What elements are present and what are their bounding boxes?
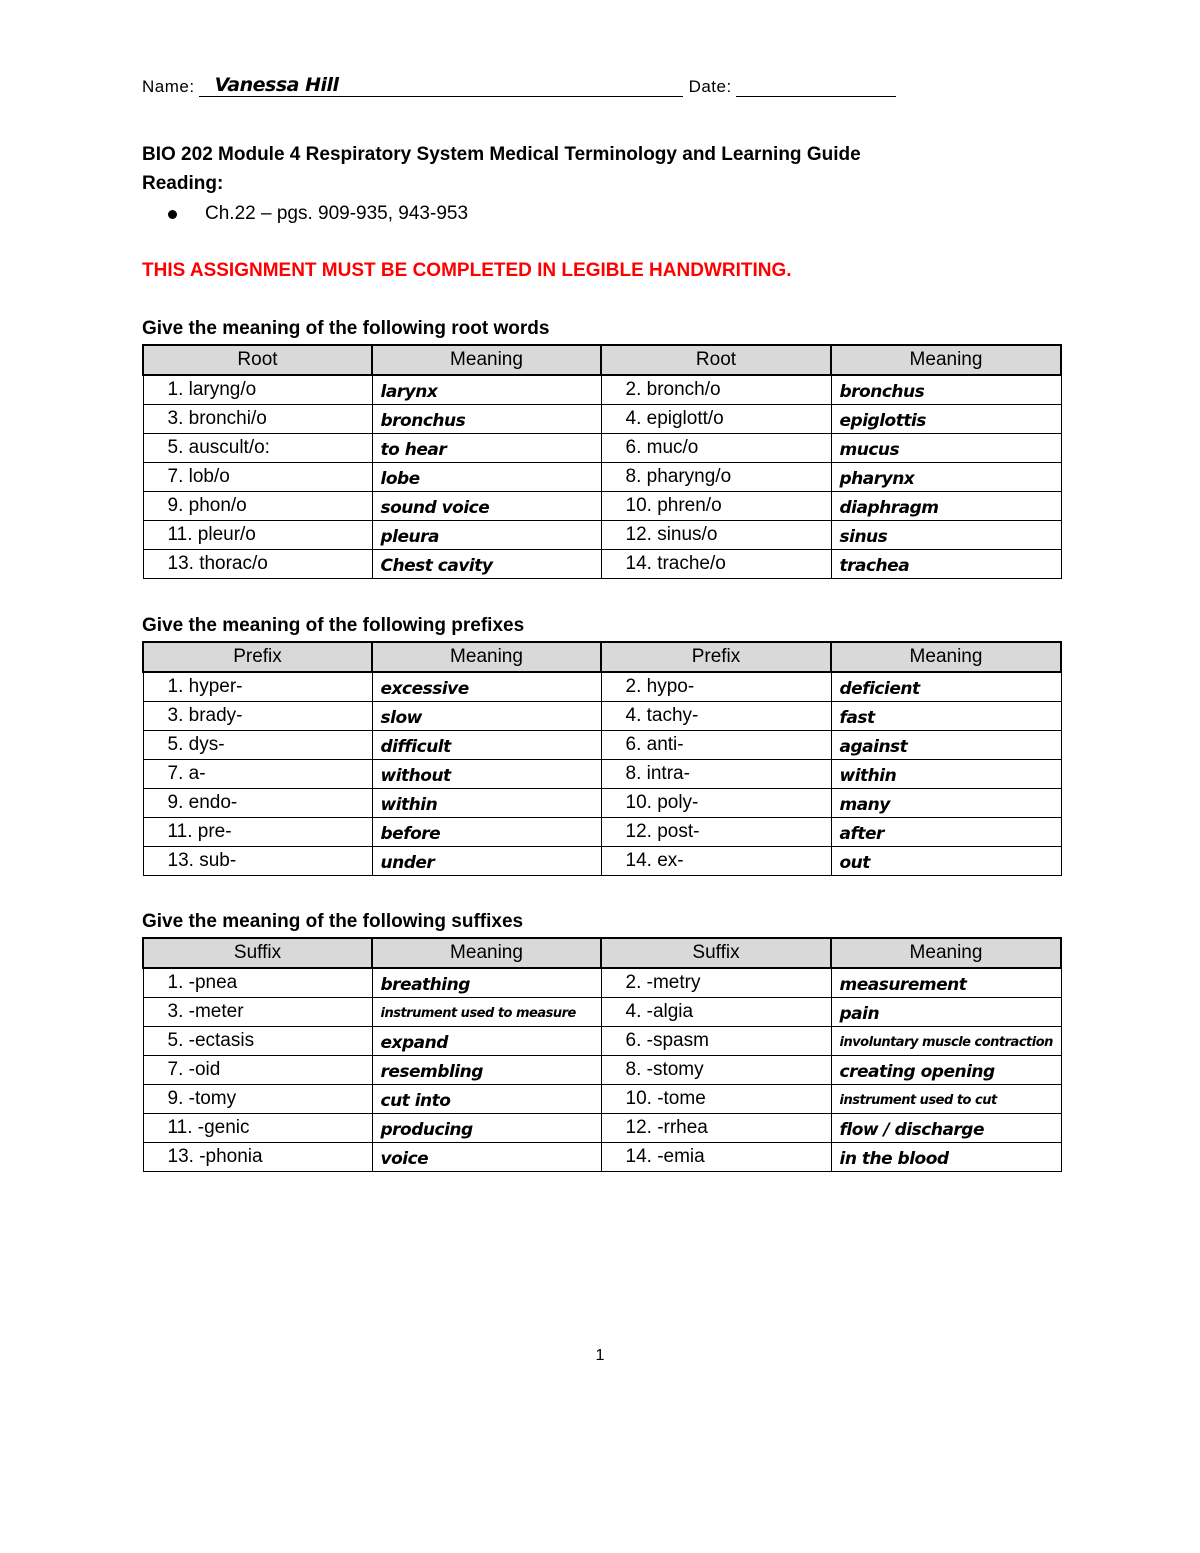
table-row xyxy=(143,998,1061,1027)
answer-cell[interactable] xyxy=(372,968,601,998)
column-header: Meaning xyxy=(372,345,601,375)
handwritten-answer: diaphragm xyxy=(839,498,939,518)
answer-cell[interactable] xyxy=(831,1056,1061,1085)
term-cell: 2. -metry xyxy=(601,968,831,998)
table-row xyxy=(143,847,1061,876)
handwritten-answer: before xyxy=(380,824,441,844)
term-cell: 9. -tomy xyxy=(143,1085,372,1114)
date-label: Date: xyxy=(688,77,732,96)
answer-cell[interactable] xyxy=(831,1114,1061,1143)
table-row xyxy=(143,1056,1061,1085)
handwritten-answer: after xyxy=(839,824,884,844)
handwritten-answer: voice xyxy=(380,1149,429,1169)
answer-cell[interactable] xyxy=(831,375,1061,405)
table-row xyxy=(143,968,1061,998)
handwritten-answer: cut into xyxy=(380,1091,451,1111)
term-cell: 6. -spasm xyxy=(601,1027,831,1056)
term-cell: 9. phon/o xyxy=(143,492,372,521)
answer-cell[interactable] xyxy=(831,550,1061,579)
handwritten-answer: breathing xyxy=(380,975,470,995)
answer-cell[interactable] xyxy=(831,521,1061,550)
term-cell: 10. -tome xyxy=(601,1085,831,1114)
handwritten-answer: pain xyxy=(839,1004,880,1024)
date-field[interactable] xyxy=(736,70,896,97)
answer-cell[interactable] xyxy=(831,1085,1061,1114)
answer-cell[interactable] xyxy=(372,1114,601,1143)
answer-cell[interactable] xyxy=(372,434,601,463)
table-row xyxy=(143,1114,1061,1143)
table-row xyxy=(143,375,1061,405)
suffixes-table xyxy=(142,937,1062,1172)
handwritten-answer: sinus xyxy=(839,527,888,547)
handwritten-answer: fast xyxy=(839,708,875,728)
handwritten-answer: slow xyxy=(380,708,422,728)
column-header: Meaning xyxy=(372,642,601,672)
answer-cell[interactable] xyxy=(831,702,1061,731)
term-cell: 4. tachy- xyxy=(601,702,831,731)
column-header: Suffix xyxy=(601,938,831,968)
answer-cell[interactable] xyxy=(831,434,1061,463)
term-cell: 9. endo- xyxy=(143,789,372,818)
prefixes-table xyxy=(142,641,1062,876)
reading-text: Ch.22 – pgs. 909-935, 943-953 xyxy=(205,203,469,224)
answer-cell[interactable] xyxy=(831,463,1061,492)
table-row xyxy=(143,818,1061,847)
roots-table xyxy=(142,344,1062,579)
header-line xyxy=(142,70,922,97)
handwritten-answer: pleura xyxy=(380,527,439,547)
answer-cell[interactable] xyxy=(372,702,601,731)
term-cell: 7. lob/o xyxy=(143,463,372,492)
table-row xyxy=(143,789,1061,818)
term-cell: 14. trache/o xyxy=(601,550,831,579)
page-number: 1 xyxy=(595,1347,605,1364)
handwritten-answer: in the blood xyxy=(839,1149,949,1169)
answer-cell[interactable] xyxy=(831,1027,1061,1056)
term-cell: 12. post- xyxy=(601,818,831,847)
answer-cell[interactable] xyxy=(372,818,601,847)
column-header: Root xyxy=(143,345,372,375)
handwritten-answer: flow / discharge xyxy=(839,1120,985,1140)
term-cell: 13. -phonia xyxy=(143,1143,372,1172)
handwritten-answer: without xyxy=(380,766,451,786)
answer-cell[interactable] xyxy=(372,463,601,492)
handwritten-answer: instrument used to measure xyxy=(380,1006,576,1021)
term-cell: 10. phren/o xyxy=(601,492,831,521)
answer-cell[interactable] xyxy=(831,968,1061,998)
term-cell: 12. -rrhea xyxy=(601,1114,831,1143)
answer-cell[interactable] xyxy=(372,375,601,405)
handwritten-answer: epiglottis xyxy=(839,411,926,431)
handwritten-answer: mucus xyxy=(839,440,900,460)
term-cell: 11. -genic xyxy=(143,1114,372,1143)
handwritten-answer: difficult xyxy=(380,737,451,757)
answer-cell[interactable] xyxy=(831,760,1061,789)
handwritten-answer: creating opening xyxy=(839,1062,995,1082)
term-cell: 14. ex- xyxy=(601,847,831,876)
answer-cell[interactable] xyxy=(831,492,1061,521)
handwritten-answer: excessive xyxy=(380,679,469,699)
reading-label: Reading: xyxy=(142,173,224,194)
term-cell: 13. thorac/o xyxy=(143,550,372,579)
table-row xyxy=(143,1085,1061,1114)
column-header: Meaning xyxy=(831,642,1061,672)
term-cell: 5. auscult/o: xyxy=(143,434,372,463)
term-cell: 8. intra- xyxy=(601,760,831,789)
table-row xyxy=(143,521,1061,550)
handwritten-answer: instrument used to cut xyxy=(839,1093,997,1108)
term-cell: 1. hyper- xyxy=(143,672,372,702)
prefixes-heading: Give the meaning of the following prefixes xyxy=(142,615,525,636)
answer-cell[interactable] xyxy=(831,818,1061,847)
term-cell: 12. sinus/o xyxy=(601,521,831,550)
name-value: Vanessa Hill xyxy=(214,74,339,96)
handwritten-answer: out xyxy=(839,853,870,873)
handwritten-answer: producing xyxy=(380,1120,473,1140)
column-header: Meaning xyxy=(831,345,1061,375)
answer-cell[interactable] xyxy=(372,672,601,702)
name-label: Name: xyxy=(142,77,195,96)
handwritten-answer: to hear xyxy=(380,440,447,460)
handwritten-answer: under xyxy=(380,853,435,873)
table-row xyxy=(143,702,1061,731)
handwritten-answer: resembling xyxy=(380,1062,483,1082)
term-cell: 2. hypo- xyxy=(601,672,831,702)
answer-cell[interactable] xyxy=(372,998,601,1027)
term-cell: 4. epiglott/o xyxy=(601,405,831,434)
table-row xyxy=(143,550,1061,579)
term-cell: 6. anti- xyxy=(601,731,831,760)
reading-list-item xyxy=(168,203,468,225)
term-cell: 3. bronchi/o xyxy=(143,405,372,434)
answer-cell[interactable] xyxy=(372,492,601,521)
term-cell: 3. -meter xyxy=(143,998,372,1027)
term-cell: 13. sub- xyxy=(143,847,372,876)
answer-cell[interactable] xyxy=(372,521,601,550)
handwritten-answer: against xyxy=(839,737,908,757)
answer-cell[interactable] xyxy=(372,1056,601,1085)
table-row xyxy=(143,731,1061,760)
answer-cell[interactable] xyxy=(372,1085,601,1114)
handwritten-answer: expand xyxy=(380,1033,448,1053)
term-cell: 11. pre- xyxy=(143,818,372,847)
term-cell: 6. muc/o xyxy=(601,434,831,463)
roots-heading: Give the meaning of the following root words xyxy=(142,318,550,339)
handwritten-answer: involuntary muscle contraction xyxy=(839,1035,1053,1050)
handwritten-answer: many xyxy=(839,795,890,815)
bullet-icon xyxy=(168,210,177,219)
table-row xyxy=(143,1143,1061,1172)
handwritten-answer: bronchus xyxy=(839,382,925,402)
handwritten-answer: trachea xyxy=(839,556,910,576)
handwritten-answer: measurement xyxy=(839,975,967,995)
table-row xyxy=(143,672,1061,702)
handwritten-answer: within xyxy=(839,766,897,786)
term-cell: 1. -pnea xyxy=(143,968,372,998)
handwritten-answer: pharynx xyxy=(839,469,915,489)
assignment-warning: THIS ASSIGNMENT MUST BE COMPLETED IN LEGIBLE HANDWRITING. xyxy=(142,260,792,281)
term-cell: 7. -oid xyxy=(143,1056,372,1085)
handwritten-answer: larynx xyxy=(380,382,438,402)
answer-cell[interactable] xyxy=(372,847,601,876)
column-header: Prefix xyxy=(143,642,372,672)
term-cell: 5. -ectasis xyxy=(143,1027,372,1056)
column-header: Root xyxy=(601,345,831,375)
column-header: Meaning xyxy=(372,938,601,968)
page-title: BIO 202 Module 4 Respiratory System Medical Terminology and Learning Guide xyxy=(142,144,861,165)
term-cell: 2. bronch/o xyxy=(601,375,831,405)
column-header: Prefix xyxy=(601,642,831,672)
answer-cell[interactable] xyxy=(372,405,601,434)
term-cell: 7. a- xyxy=(143,760,372,789)
table-row xyxy=(143,463,1061,492)
table-row xyxy=(143,760,1061,789)
handwritten-answer: bronchus xyxy=(380,411,466,431)
table-row xyxy=(143,405,1061,434)
answer-cell[interactable] xyxy=(831,1143,1061,1172)
term-cell: 14. -emia xyxy=(601,1143,831,1172)
answer-cell[interactable] xyxy=(831,847,1061,876)
answer-cell[interactable] xyxy=(372,789,601,818)
term-cell: 8. pharyng/o xyxy=(601,463,831,492)
term-cell: 1. laryng/o xyxy=(143,375,372,405)
handwritten-answer: lobe xyxy=(380,469,420,489)
term-cell: 11. pleur/o xyxy=(143,521,372,550)
handwritten-answer: within xyxy=(380,795,438,815)
term-cell: 5. dys- xyxy=(143,731,372,760)
answer-cell[interactable] xyxy=(372,760,601,789)
answer-cell[interactable] xyxy=(831,405,1061,434)
handwritten-answer: Chest cavity xyxy=(380,556,493,576)
answer-cell[interactable] xyxy=(372,731,601,760)
answer-cell[interactable] xyxy=(372,1143,601,1172)
answer-cell[interactable] xyxy=(372,1027,601,1056)
term-cell: 3. brady- xyxy=(143,702,372,731)
term-cell: 10. poly- xyxy=(601,789,831,818)
term-cell: 4. -algia xyxy=(601,998,831,1027)
answer-cell[interactable] xyxy=(831,672,1061,702)
name-field[interactable] xyxy=(199,70,683,97)
answer-cell[interactable] xyxy=(831,789,1061,818)
column-header: Suffix xyxy=(143,938,372,968)
answer-cell[interactable] xyxy=(831,998,1061,1027)
column-header: Meaning xyxy=(831,938,1061,968)
handwritten-answer: deficient xyxy=(839,679,920,699)
answer-cell[interactable] xyxy=(831,731,1061,760)
table-row xyxy=(143,492,1061,521)
handwritten-answer: sound voice xyxy=(380,498,490,518)
suffixes-heading: Give the meaning of the following suffixes xyxy=(142,911,524,932)
answer-cell[interactable] xyxy=(372,550,601,579)
table-row xyxy=(143,434,1061,463)
table-row xyxy=(143,1027,1061,1056)
term-cell: 8. -stomy xyxy=(601,1056,831,1085)
